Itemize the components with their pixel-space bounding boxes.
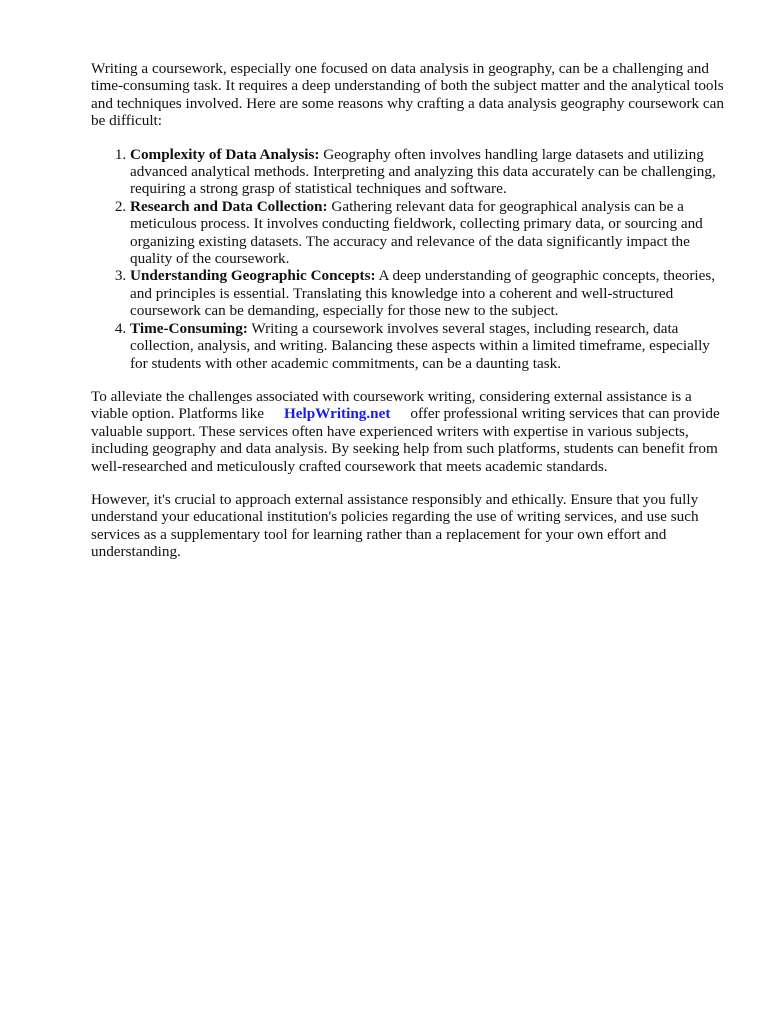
list-item — [130, 146, 727, 198]
point-text: Writing a coursework involves several stages, including research, data collection, analysis, and writing. Balancing these aspects within a limited timeframe, especially for students with other academic commitments, can be a daunting task. — [130, 319, 710, 372]
assistance-paragraph — [91, 388, 727, 475]
point-heading: Time-Consuming: — [130, 319, 248, 337]
intro-paragraph: Writing a coursework, especially one focused on data analysis in geography, can be a challenging and time-consuming task. It requires a deep understanding of both the subject matter and the analytical tools and techniques involved. Here are some reasons why crafting a data analysis geography coursework can be difficult: — [91, 60, 725, 130]
point-heading: Research and Data Collection: — [130, 197, 328, 215]
difficulty-list — [91, 146, 727, 372]
list-item — [130, 198, 727, 268]
assistance-text-before: To alleviate the challenges associated with coursework writing, considering external assistance is a viable option. Platforms like — [91, 387, 692, 423]
document-page — [91, 60, 727, 561]
closing-paragraph: However, it's crucial to approach external assistance responsibly and ethically. Ensure that you fully understand your educational institution's policies regarding the use of writing services, and use such services as a supplementary tool for learning rather than a replacement for your own effort and understanding. — [91, 490, 699, 561]
point-heading: Understanding Geographic Concepts: — [130, 267, 376, 285]
list-item — [130, 320, 727, 372]
point-text: A deep understanding of geographic concepts, theories, and principles is essential. Translating this knowledge into a coherent and well-structured coursework can be demanding, especially for those new to the subject. — [130, 267, 716, 320]
assistance-text-after: offer professional writing services that can provide valuable support. These services often have experienced writers with expertise in various subjects, including geography and data analysis. By seeking help from such platforms, students can benefit from well-researched and meticulously crafted coursework that meets academic standards. — [91, 405, 720, 475]
list-item — [130, 267, 727, 319]
point-heading: Complexity of Data Analysis: — [130, 145, 320, 163]
helpwriting-link[interactable]: HelpWriting.net — [283, 405, 391, 423]
point-text: Geography often involves handling large datasets and utilizing advanced analytical methods. Interpreting and analyzing this data accurately can be challenging, requiring a strong grasp of statistical techniques and software. — [130, 145, 716, 198]
point-text: Gathering relevant data for geographical analysis can be a meticulous process. It involves conducting fieldwork, collecting primary data, or sourcing and organizing existing datasets. The accuracy and relevance of the data significantly impact the quality of the coursework. — [130, 197, 703, 268]
